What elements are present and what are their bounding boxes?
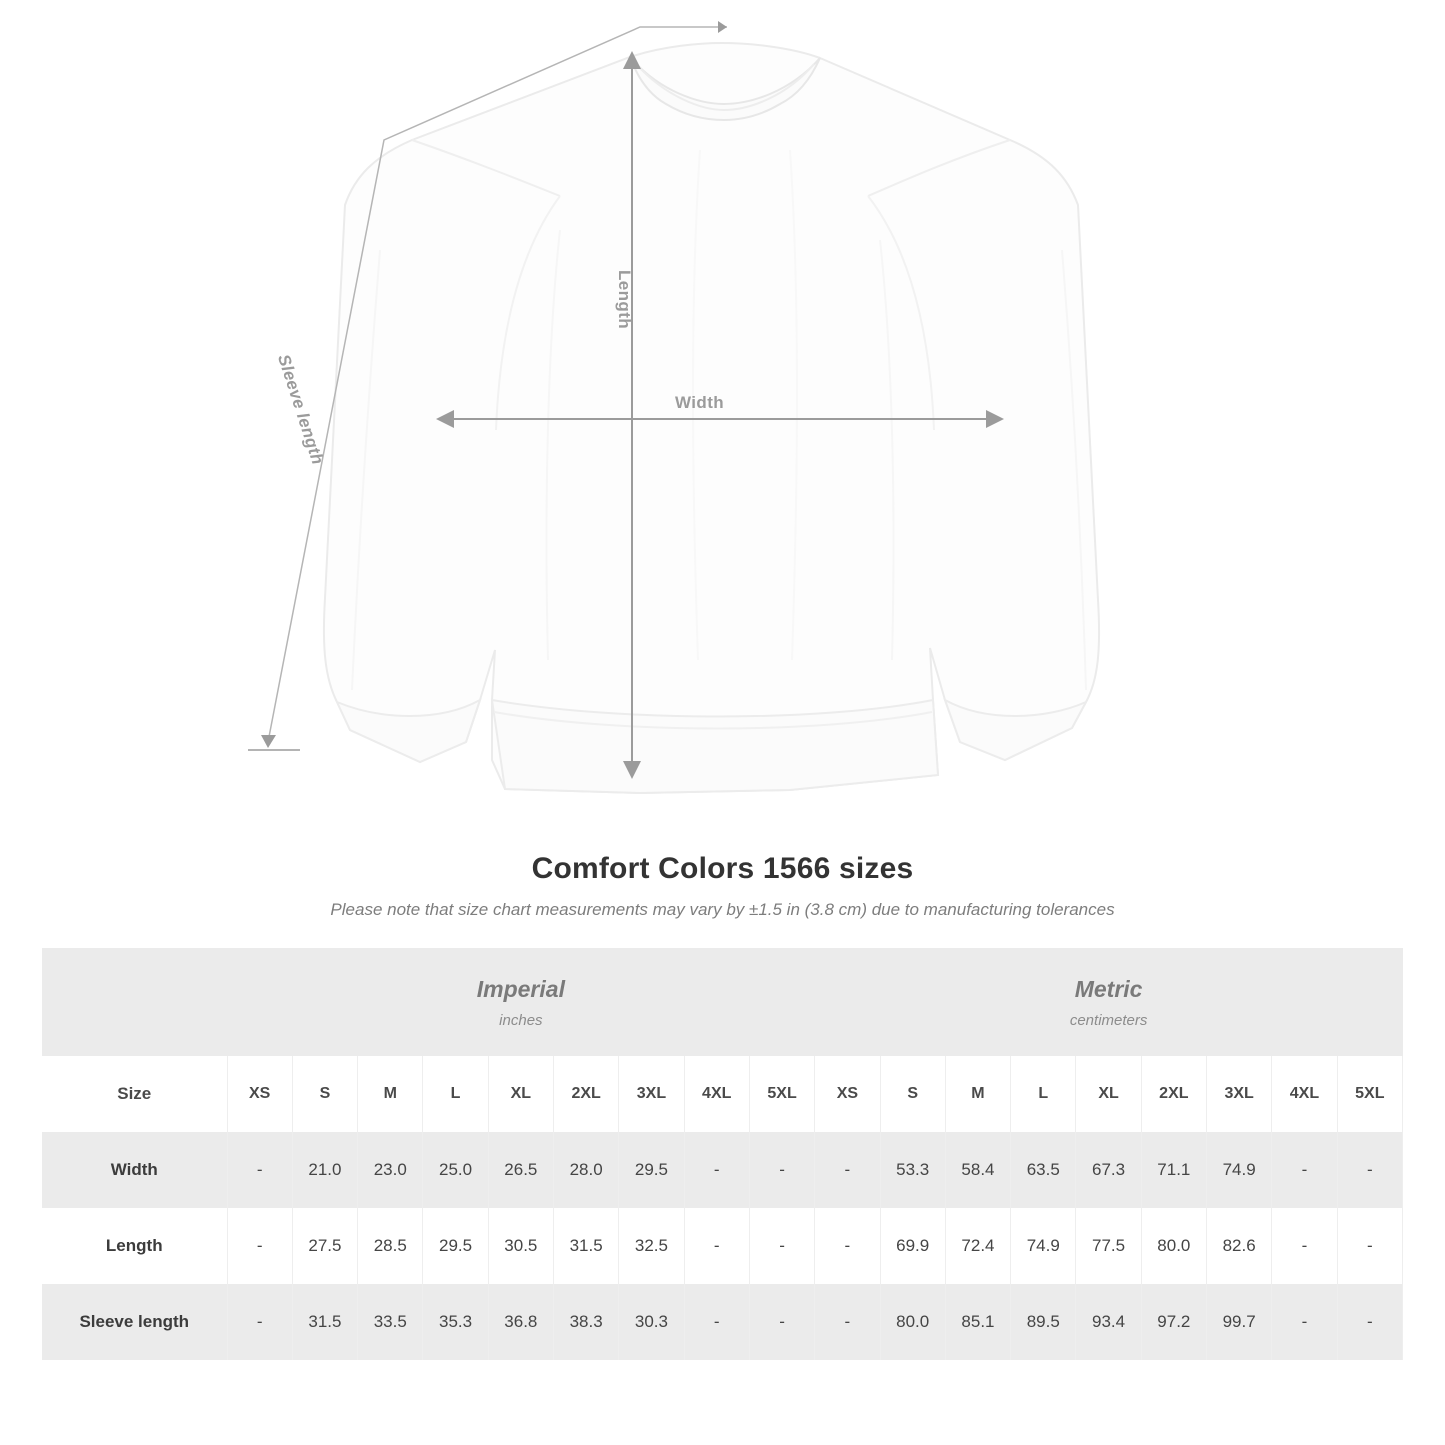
cell-width-imperial-s: 21.0 (292, 1132, 357, 1208)
cell-sleeve-metric-m: 85.1 (945, 1284, 1010, 1360)
size-table-wrapper (42, 948, 1403, 1360)
cell-sleeve-imperial-4xl: - (684, 1284, 749, 1360)
cell-length-metric-3xl: 82.6 (1207, 1208, 1272, 1284)
size-col-imperial-5xl: 5XL (749, 1056, 814, 1132)
size-col-metric-l: L (1011, 1056, 1076, 1132)
cell-sleeve-imperial-s: 31.5 (292, 1284, 357, 1360)
unit-header-metric (815, 948, 1403, 1056)
cell-length-imperial-m: 28.5 (358, 1208, 423, 1284)
table-row (42, 1284, 1403, 1360)
cell-sleeve-imperial-l: 35.3 (423, 1284, 488, 1360)
cell-length-metric-xl: 77.5 (1076, 1208, 1141, 1284)
cell-width-imperial-4xl: - (684, 1132, 749, 1208)
cell-width-metric-5xl: - (1337, 1132, 1402, 1208)
cell-width-imperial-3xl: 29.5 (619, 1132, 684, 1208)
size-col-metric-m: M (945, 1056, 1010, 1132)
length-dimension-label: Length (615, 270, 634, 330)
size-col-metric-2xl: 2XL (1141, 1056, 1206, 1132)
size-col-metric-s: S (880, 1056, 945, 1132)
size-col-metric-4xl: 4XL (1272, 1056, 1337, 1132)
cell-sleeve-metric-4xl: - (1272, 1284, 1337, 1360)
cell-sleeve-imperial-3xl: 30.3 (619, 1284, 684, 1360)
cell-sleeve-imperial-xl: 36.8 (488, 1284, 553, 1360)
cell-sleeve-metric-xl: 93.4 (1076, 1284, 1141, 1360)
cell-length-metric-2xl: 80.0 (1141, 1208, 1206, 1284)
page-title: Comfort Colors 1566 sizes (531, 852, 914, 885)
width-dimension-label: Width (675, 393, 725, 412)
cell-length-imperial-3xl: 32.5 (619, 1208, 684, 1284)
cell-length-imperial-s: 27.5 (292, 1208, 357, 1284)
size-col-imperial-4xl: 4XL (684, 1056, 749, 1132)
sleeve-length-dimension-label: Sleeve length (273, 352, 328, 468)
cell-length-imperial-xl: 30.5 (488, 1208, 553, 1284)
cell-width-imperial-l: 25.0 (423, 1132, 488, 1208)
cell-width-imperial-5xl: - (749, 1132, 814, 1208)
table-row (42, 1208, 1403, 1284)
size-col-imperial-xs: XS (227, 1056, 292, 1132)
cell-width-metric-m: 58.4 (945, 1132, 1010, 1208)
cell-length-imperial-l: 29.5 (423, 1208, 488, 1284)
cell-length-imperial-5xl: - (749, 1208, 814, 1284)
size-col-metric-xs: XS (815, 1056, 880, 1132)
cell-length-metric-s: 69.9 (880, 1208, 945, 1284)
cell-length-metric-5xl: - (1337, 1208, 1402, 1284)
cell-width-metric-s: 53.3 (880, 1132, 945, 1208)
unit-metric-sub: centimeters (1069, 1011, 1148, 1029)
row-label-sleeve-length: Sleeve length (42, 1284, 227, 1360)
table-row (42, 1132, 1403, 1208)
cell-length-metric-l: 74.9 (1011, 1208, 1076, 1284)
unit-metric-name: Metric (1074, 975, 1143, 1002)
cell-width-imperial-m: 23.0 (358, 1132, 423, 1208)
cell-width-imperial-xs: - (227, 1132, 292, 1208)
cell-width-imperial-xl: 26.5 (488, 1132, 553, 1208)
cell-sleeve-metric-2xl: 97.2 (1141, 1284, 1206, 1360)
unit-header-spacer (42, 948, 227, 1056)
cell-sleeve-imperial-2xl: 38.3 (553, 1284, 618, 1360)
size-col-imperial-l: L (423, 1056, 488, 1132)
cell-width-metric-l: 63.5 (1011, 1132, 1076, 1208)
cell-sleeve-metric-l: 89.5 (1011, 1284, 1076, 1360)
cell-length-metric-m: 72.4 (945, 1208, 1010, 1284)
row-label-length: Length (42, 1208, 227, 1284)
cell-sleeve-metric-s: 80.0 (880, 1284, 945, 1360)
cell-length-metric-xs: - (815, 1208, 880, 1284)
cell-width-metric-3xl: 74.9 (1207, 1132, 1272, 1208)
unit-imperial-sub: inches (499, 1011, 543, 1029)
cell-length-metric-4xl: - (1272, 1208, 1337, 1284)
size-col-imperial-3xl: 3XL (619, 1056, 684, 1132)
size-col-metric-xl: XL (1076, 1056, 1141, 1132)
cell-sleeve-metric-3xl: 99.7 (1207, 1284, 1272, 1360)
size-col-imperial-s: S (292, 1056, 357, 1132)
size-col-imperial-m: M (358, 1056, 423, 1132)
cell-length-imperial-4xl: - (684, 1208, 749, 1284)
size-col-imperial-2xl: 2XL (553, 1056, 618, 1132)
cell-width-metric-xs: - (815, 1132, 880, 1208)
unit-header-row (42, 948, 1403, 1056)
cell-width-metric-4xl: - (1272, 1132, 1337, 1208)
cell-width-metric-2xl: 71.1 (1141, 1132, 1206, 1208)
row-label-width: Width (42, 1132, 227, 1208)
size-col-metric-5xl: 5XL (1337, 1056, 1402, 1132)
unit-imperial-name: Imperial (476, 975, 565, 1002)
title-block (0, 852, 1445, 920)
cell-sleeve-imperial-xs: - (227, 1284, 292, 1360)
cell-sleeve-metric-5xl: - (1337, 1284, 1402, 1360)
cell-length-imperial-2xl: 31.5 (553, 1208, 618, 1284)
cell-width-imperial-2xl: 28.0 (553, 1132, 618, 1208)
cell-sleeve-imperial-m: 33.5 (358, 1284, 423, 1360)
size-col-metric-3xl: 3XL (1207, 1056, 1272, 1132)
size-table (42, 948, 1403, 1360)
size-header-label: Size (42, 1056, 227, 1132)
tolerance-note: Please note that size chart measurements may vary by ±1.5 in (3.8 cm) due to manufacturing tolerances (330, 900, 1115, 919)
cell-sleeve-imperial-5xl: - (749, 1284, 814, 1360)
unit-header-imperial (227, 948, 815, 1056)
size-col-imperial-xl: XL (488, 1056, 553, 1132)
cell-sleeve-metric-xs: - (815, 1284, 880, 1360)
cell-width-metric-xl: 67.3 (1076, 1132, 1141, 1208)
size-header-row (42, 1056, 1403, 1132)
cell-length-imperial-xs: - (227, 1208, 292, 1284)
